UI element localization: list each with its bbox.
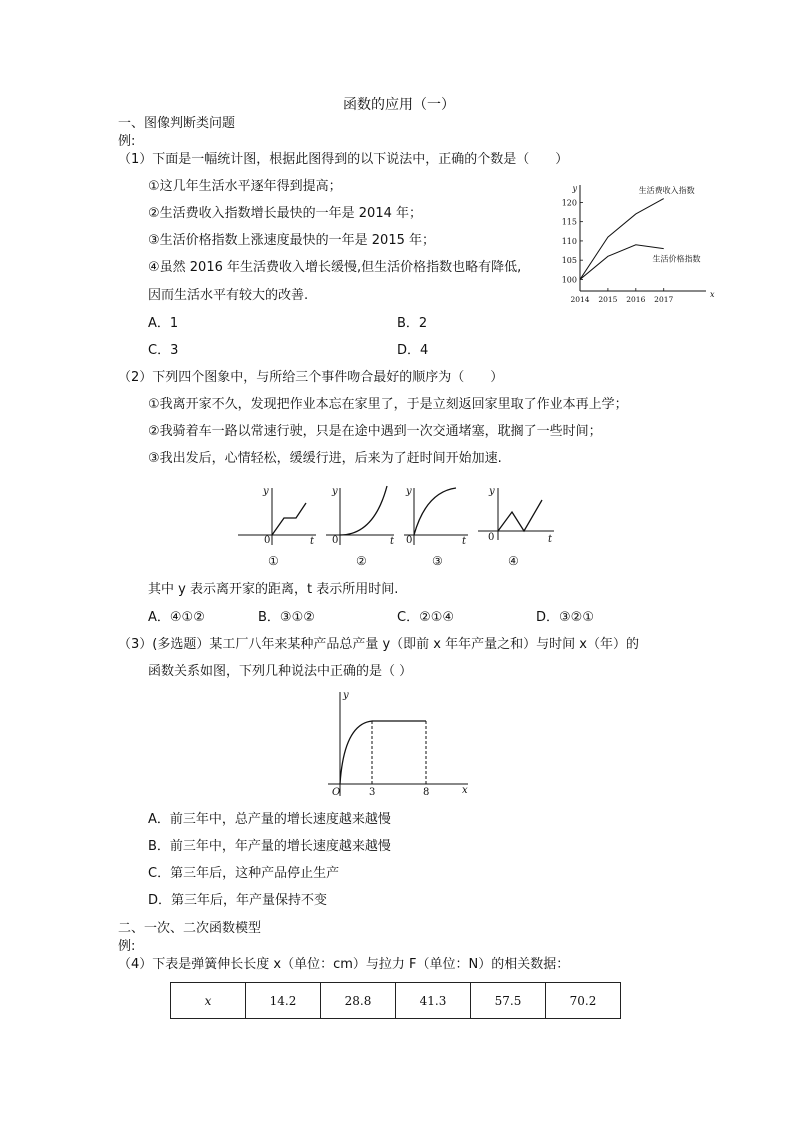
y-axis-label: y (572, 184, 577, 193)
x-tick-label: 2017 (654, 295, 674, 304)
table-cell: 57.5 (471, 983, 546, 1019)
q2-stem: （2）下列四个图象中，与所给三个事件吻合最好的顺序为（ ） (118, 370, 504, 385)
tick-label: 8 (423, 787, 430, 798)
y-tick-label: 105 (561, 256, 577, 266)
table-cell: 28.8 (321, 983, 396, 1019)
q2-graphs (234, 480, 564, 570)
q1-option-a: A．1 (148, 316, 179, 331)
q2-statement: ②我骑着车一路以常速行驶，只是在途中遇到一次交通堵塞，耽搁了一些时间； (148, 424, 602, 439)
q3-option-b: B．前三年中，年产量的增长速度越来越慢 (148, 839, 391, 854)
q2-option-d: D．③②① (536, 610, 594, 625)
q3-graph (320, 688, 480, 803)
q2-option-b: B．③①② (258, 610, 315, 625)
graph-3 (404, 488, 468, 545)
origin-label: 0 (264, 535, 271, 546)
y-tick-label: 115 (561, 217, 577, 227)
q2-statement: ①我离开家不久，发现把作业本忘在家里了，于是立刻返回家里取了作业本再上学； (148, 397, 628, 412)
x-tick-label: 2015 (598, 295, 618, 304)
graph-2-label: ② (356, 554, 367, 568)
q3-option-c: C．第三年后，这种产品停止生产 (148, 866, 340, 881)
q3-stem: 函数关系如图，下列几种说法中正确的是（ ） (148, 664, 413, 679)
axis-y-label: y (263, 486, 269, 497)
example-label: 例: (118, 134, 136, 149)
x-tick-label: 2016 (626, 295, 646, 304)
section-heading: 一、图像判断类问题 (118, 116, 236, 131)
origin-label: 0 (406, 535, 413, 546)
graph-1 (238, 488, 316, 545)
q1-option-b: B．2 (397, 316, 428, 331)
graph-3-label: ③ (432, 554, 443, 568)
q1-statement: 因而生活水平有较大的改善. (148, 288, 309, 303)
page-title: 函数的应用（一） (343, 97, 455, 113)
q1-option-d: D．4 (397, 343, 429, 358)
y-tick-label: 120 (561, 198, 577, 208)
series-line (580, 245, 664, 280)
q1-option-c: C．3 (148, 343, 179, 358)
example-label: 例: (118, 939, 136, 954)
origin-label: 0 (488, 532, 495, 543)
graph-4-label: ④ (508, 554, 519, 568)
table-header-cell: x (171, 983, 246, 1019)
table-cell: 41.3 (396, 983, 471, 1019)
axis-t-label: t (548, 534, 553, 545)
graph-1-label: ① (268, 554, 279, 568)
axis-t-label: t (390, 536, 395, 547)
axis-t-label: t (310, 536, 315, 547)
y-tick-label: 110 (561, 236, 577, 246)
q2-option-a: A．④①② (148, 610, 205, 625)
q3-option-a: A．前三年中，总产量的增长速度越来越慢 (148, 812, 391, 827)
q1-stem: （1）下面是一幅统计图，根据此图得到的以下说法中，正确的个数是（ ） (118, 152, 569, 167)
origin-label: 0 (332, 535, 339, 546)
x-axis-label: x (462, 785, 468, 796)
series-line (580, 199, 664, 280)
axis-y-label: y (406, 486, 412, 497)
table-cell: 70.2 (546, 983, 621, 1019)
y-tick-label: 100 (561, 275, 577, 285)
q2-statement: ③我出发后，心情轻松，缓缓行进，后来为了赶时间开始加速. (148, 451, 502, 466)
q3-option-d: D．第三年后，年产量保持不变 (148, 893, 328, 908)
x-axis-label: x (710, 290, 715, 299)
series-label: 生活费收入指数 (638, 185, 695, 195)
origin-label: O (332, 787, 341, 798)
q2-option-c: C．②①④ (397, 610, 455, 625)
table-cell: 14.2 (246, 983, 321, 1019)
q1-statement: ③生活价格指数上涨速度最快的一年是 2015 年； (148, 233, 436, 248)
q1-statement: ②生活费收入指数增长最快的一年是 2014 年； (148, 206, 423, 221)
q4-stem: （4）下表是弹簧伸长长度 x（单位：cm）与拉力 F（单位：N）的相关数据： (118, 957, 570, 972)
axis-y-label: y (332, 486, 338, 497)
q3-stem: （3）(多选题）某工厂八年来某种产品总产量 y（即前 x 年年产量之和）与时间 x（年）的 (118, 637, 639, 652)
table-row (171, 983, 621, 1019)
tick-label: 3 (369, 787, 376, 798)
series-label: 生活价格指数 (652, 254, 701, 264)
axis-t-label: t (462, 536, 467, 547)
spring-data-table (170, 982, 621, 1019)
index-line-chart (558, 184, 715, 305)
q1-statement: ④虽然 2016 年生活费收入增长缓慢,但生活价格指数也略有降低, (148, 260, 522, 275)
section-heading: 二、一次、二次函数模型 (118, 921, 262, 936)
axis-y-label: y (489, 486, 495, 497)
q1-statement: ①这几年生活水平逐年得到提高； (148, 179, 342, 194)
q2-note: 其中 y 表示离开家的距离，t 表示所用时间. (148, 582, 399, 597)
x-tick-label: 2014 (570, 295, 590, 304)
y-axis-label: y (343, 690, 349, 701)
